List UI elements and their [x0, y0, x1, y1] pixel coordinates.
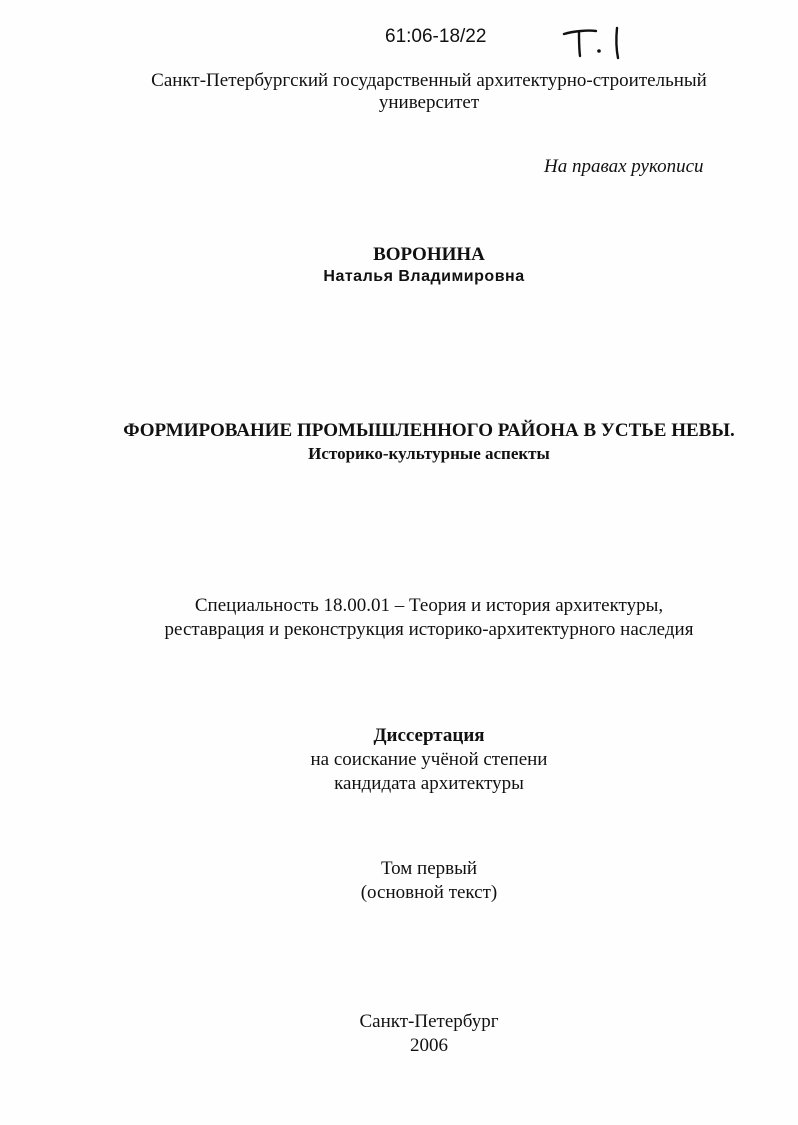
- volume-line-1: Том первый: [380, 858, 478, 879]
- imprint-year: 2006: [410, 1035, 448, 1056]
- imprint-city: Санкт-Петербург: [359, 1011, 499, 1032]
- manuscript-note: На правах рукописи: [544, 156, 704, 177]
- author-name: Наталья Владимировна: [323, 268, 525, 285]
- dissertation-subtitle: Историко-культурные аспекты: [308, 444, 550, 463]
- archive-code: 61:06-18/22: [385, 26, 487, 47]
- institution-name: [30, 70, 798, 114]
- specialty-line-1: Специальность 18.00.01 – Теория и история архитектуры,: [194, 595, 664, 616]
- degree-line-1: на соискание учёной степени: [310, 749, 548, 770]
- volume-line-2: (основной текст): [360, 882, 498, 903]
- author-surname: ВОРОНИНА: [373, 244, 485, 265]
- institution-line-1: Санкт-Петербургский государственный архитектурно-строительный: [151, 70, 707, 91]
- volume-block: [30, 857, 798, 905]
- dissertation-title: ФОРМИРОВАНИЕ ПРОМЫШЛЕННОГО РАЙОНА В УСТЬЕ НЕВЫ.: [123, 420, 735, 441]
- degree-line-2: кандидата архитектуры: [334, 773, 524, 794]
- handwritten-mark: [560, 22, 630, 64]
- imprint-block: [30, 1010, 798, 1058]
- handwritten-volume-mark-icon: [560, 22, 630, 64]
- degree-block: [30, 748, 798, 796]
- dissertation-label: Диссертация: [373, 725, 485, 746]
- institution-line-2: университет: [378, 92, 480, 113]
- specialty-line-2: реставрация и реконструкция историко-архитектурного наследия: [164, 619, 694, 640]
- specialty-block: [30, 594, 798, 642]
